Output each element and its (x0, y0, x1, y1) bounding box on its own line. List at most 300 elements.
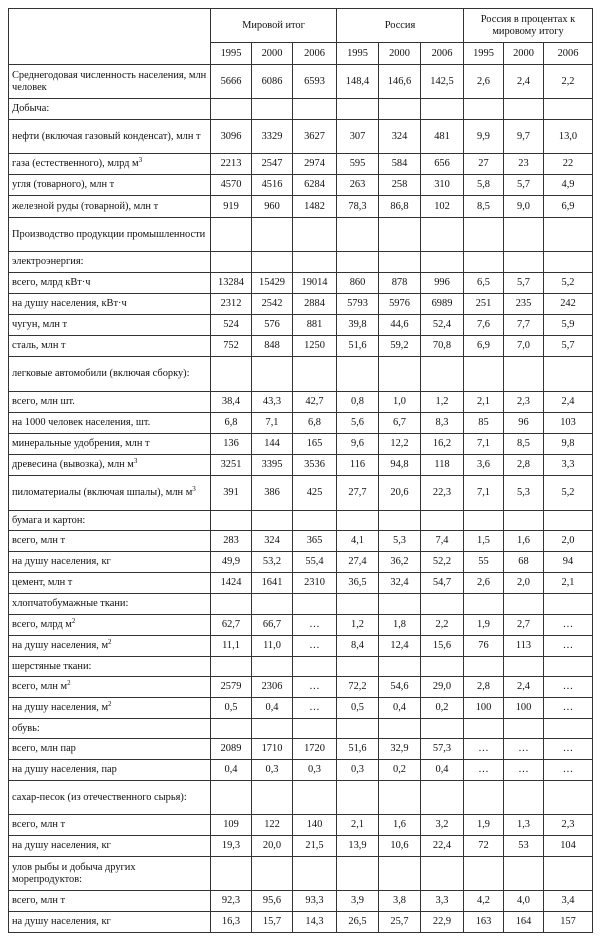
value-cell: 8,5 (464, 196, 504, 218)
value-cell: 62,7 (211, 615, 252, 636)
value-cell: 2,4 (504, 677, 544, 698)
row-label (9, 120, 211, 154)
row-label (9, 912, 211, 933)
value-cell (293, 857, 337, 891)
value-cell: 95,6 (252, 891, 293, 912)
row-label-text: электроэнергия: (12, 256, 84, 267)
row-label (9, 815, 211, 836)
value-cell: 94 (544, 552, 593, 573)
value-cell: 310 (421, 175, 464, 196)
value-cell: 27,7 (337, 476, 379, 511)
header-group-world: Мировой итог (211, 9, 337, 43)
value-cell (337, 218, 379, 252)
value-cell: 10,6 (379, 836, 421, 857)
row-label (9, 698, 211, 719)
value-cell: 391 (211, 476, 252, 511)
value-cell: 2,0 (504, 573, 544, 594)
header-year: 2000 (252, 43, 293, 65)
value-cell: 2,1 (337, 815, 379, 836)
value-cell: 235 (504, 294, 544, 315)
value-cell: 656 (421, 154, 464, 175)
header-year: 1995 (464, 43, 504, 65)
value-cell: 146,6 (379, 65, 421, 99)
value-cell: 2974 (293, 154, 337, 175)
value-cell (544, 781, 593, 815)
value-cell (379, 657, 421, 677)
row-label-text: шерстяные ткани: (12, 660, 92, 672)
value-cell (337, 99, 379, 120)
value-cell (337, 781, 379, 815)
value-cell: 59,2 (379, 336, 421, 357)
value-cell: 2,6 (464, 65, 504, 99)
value-cell: … (544, 760, 593, 781)
value-cell: 22,9 (421, 912, 464, 933)
table-row (9, 455, 593, 476)
value-cell: 100 (464, 698, 504, 719)
row-label-text: на душу населения, м (12, 702, 109, 713)
value-cell (504, 781, 544, 815)
row-label (9, 615, 211, 636)
value-cell (464, 99, 504, 120)
value-cell: 0,2 (421, 698, 464, 719)
value-cell: 7,4 (421, 531, 464, 552)
value-cell: … (293, 677, 337, 698)
row-label (9, 836, 211, 857)
value-cell (504, 857, 544, 891)
unit-superscript: 3 (133, 457, 138, 465)
value-cell: 4,9 (544, 175, 593, 196)
row-label-text: улов рыбы и добыча других морепродуктов: (12, 861, 136, 885)
value-cell (464, 218, 504, 252)
value-cell: 263 (337, 175, 379, 196)
header-year: 2006 (421, 43, 464, 65)
row-label-text: на душу населения, кг (12, 840, 111, 851)
statistics-table (8, 8, 593, 933)
value-cell: 2,6 (464, 573, 504, 594)
value-cell: … (293, 615, 337, 636)
row-label (9, 677, 211, 698)
row-label (9, 511, 211, 531)
row-label (9, 252, 211, 273)
value-cell: 109 (211, 815, 252, 836)
value-cell (421, 657, 464, 677)
value-cell (211, 99, 252, 120)
value-cell: 6284 (293, 175, 337, 196)
value-cell: 20,0 (252, 836, 293, 857)
value-cell: 3251 (211, 455, 252, 476)
value-cell (421, 357, 464, 392)
value-cell (252, 781, 293, 815)
row-label (9, 531, 211, 552)
value-cell: 5976 (379, 294, 421, 315)
row-label (9, 781, 211, 815)
value-cell: … (293, 698, 337, 719)
value-cell: 1,9 (464, 815, 504, 836)
value-cell: 8,5 (504, 434, 544, 455)
row-label-text: на 1000 человек населения, шт. (12, 417, 151, 428)
value-cell: 307 (337, 120, 379, 154)
value-cell: 53 (504, 836, 544, 857)
value-cell: 93,3 (293, 891, 337, 912)
value-cell (211, 252, 252, 273)
value-cell: 15,6 (421, 636, 464, 657)
value-cell: 13284 (211, 273, 252, 294)
value-cell: 1720 (293, 739, 337, 760)
value-cell (421, 511, 464, 531)
value-cell (379, 218, 421, 252)
value-cell (379, 511, 421, 531)
value-cell (252, 657, 293, 677)
table-body (9, 65, 593, 933)
row-label (9, 857, 211, 891)
value-cell: 0,4 (252, 698, 293, 719)
value-cell (252, 357, 293, 392)
value-cell: 5,9 (544, 315, 593, 336)
table-row (9, 912, 593, 933)
row-label (9, 891, 211, 912)
value-cell (379, 781, 421, 815)
value-cell: 0,3 (337, 760, 379, 781)
unit-superscript: 2 (108, 700, 112, 708)
value-cell (211, 857, 252, 891)
value-cell: 96 (504, 413, 544, 434)
row-label-text: всего, млн т (12, 895, 66, 906)
value-cell (252, 594, 293, 615)
table-row (9, 615, 593, 636)
value-cell: 19014 (293, 273, 337, 294)
value-cell (293, 357, 337, 392)
section-header-row (9, 657, 593, 677)
value-cell: 0,3 (252, 760, 293, 781)
value-cell: 103 (544, 413, 593, 434)
value-cell (421, 594, 464, 615)
row-label-text: цемент, млн т (12, 577, 73, 588)
value-cell: 5793 (337, 294, 379, 315)
value-cell: 996 (421, 273, 464, 294)
value-cell: 113 (504, 636, 544, 657)
value-cell (379, 719, 421, 739)
value-cell: 9,0 (504, 196, 544, 218)
value-cell: 100 (504, 698, 544, 719)
value-cell: 19,3 (211, 836, 252, 857)
value-cell: 2,0 (544, 531, 593, 552)
value-cell: 22,3 (421, 476, 464, 511)
row-label-text: Добыча: (12, 103, 50, 114)
value-cell: 365 (293, 531, 337, 552)
row-label-text: нефти (включая газовый конденсат), млн т (12, 130, 201, 142)
value-cell (504, 719, 544, 739)
value-cell: 39,8 (337, 315, 379, 336)
table-row (9, 531, 593, 552)
value-cell (421, 719, 464, 739)
value-cell: 1482 (293, 196, 337, 218)
value-cell: 5,6 (337, 413, 379, 434)
value-cell: 1,6 (504, 531, 544, 552)
value-cell: 2542 (252, 294, 293, 315)
value-cell (544, 357, 593, 392)
value-cell: 5,8 (464, 175, 504, 196)
value-cell: 5,2 (544, 476, 593, 511)
value-cell (337, 357, 379, 392)
row-label (9, 455, 211, 476)
value-cell: 2,1 (464, 392, 504, 413)
value-cell (293, 719, 337, 739)
row-label-text: всего, млн шт. (12, 396, 75, 407)
row-label (9, 434, 211, 455)
table-row (9, 552, 593, 573)
section-header-row (9, 781, 593, 815)
row-label (9, 636, 211, 657)
table-row (9, 815, 593, 836)
value-cell: 1,3 (504, 815, 544, 836)
value-cell: … (504, 760, 544, 781)
value-cell: 9,7 (504, 120, 544, 154)
value-cell: 5666 (211, 65, 252, 99)
value-cell: 5,7 (544, 336, 593, 357)
row-label-text: минеральные удобрения, млн т (12, 438, 150, 449)
value-cell: 4,2 (464, 891, 504, 912)
table-row (9, 294, 593, 315)
header-year: 2000 (504, 43, 544, 65)
table-row (9, 65, 593, 99)
unit-superscript: 2 (108, 638, 112, 646)
value-cell (293, 252, 337, 273)
value-cell (544, 252, 593, 273)
value-cell: 9,6 (337, 434, 379, 455)
table-row (9, 413, 593, 434)
section-header-row (9, 594, 593, 615)
table-row (9, 154, 593, 175)
header-group-russia-percent: Россия в процентах к мировому итогу (464, 9, 593, 43)
value-cell: 1,8 (379, 615, 421, 636)
value-cell (293, 781, 337, 815)
value-cell: 919 (211, 196, 252, 218)
value-cell: 3536 (293, 455, 337, 476)
value-cell: 4,1 (337, 531, 379, 552)
value-cell (337, 511, 379, 531)
value-cell: 1,2 (337, 615, 379, 636)
row-label-text: хлопчатобумажные ткани: (12, 598, 129, 609)
row-label-text: бумага и картон: (12, 514, 86, 526)
row-label-text: обувь: (12, 722, 40, 734)
row-label-text: всего, млн пар (12, 743, 76, 754)
value-cell: 13,0 (544, 120, 593, 154)
value-cell: 25,7 (379, 912, 421, 933)
value-cell (211, 511, 252, 531)
table-row (9, 315, 593, 336)
value-cell: 8,4 (337, 636, 379, 657)
table-row (9, 336, 593, 357)
value-cell: 3,2 (421, 815, 464, 836)
row-label (9, 573, 211, 594)
row-label-text: на душу населения, кг (12, 916, 111, 927)
value-cell: 13,9 (337, 836, 379, 857)
row-label (9, 294, 211, 315)
value-cell: 26,5 (337, 912, 379, 933)
value-cell: 881 (293, 315, 337, 336)
value-cell: 0,8 (337, 392, 379, 413)
value-cell: 0,2 (379, 760, 421, 781)
table-row (9, 392, 593, 413)
value-cell: 7,7 (504, 315, 544, 336)
value-cell: 14,3 (293, 912, 337, 933)
value-cell: 157 (544, 912, 593, 933)
value-cell (211, 657, 252, 677)
value-cell: 11,0 (252, 636, 293, 657)
value-cell: 2306 (252, 677, 293, 698)
value-cell: 5,7 (504, 175, 544, 196)
value-cell: 86,8 (379, 196, 421, 218)
row-label-text: всего, млн т (12, 819, 66, 830)
header-year: 1995 (211, 43, 252, 65)
value-cell: 3,8 (379, 891, 421, 912)
section-header-row (9, 218, 593, 252)
value-cell: 3096 (211, 120, 252, 154)
value-cell (464, 357, 504, 392)
value-cell: 9,8 (544, 434, 593, 455)
value-cell: 78,3 (337, 196, 379, 218)
value-cell: 16,2 (421, 434, 464, 455)
value-cell: 4516 (252, 175, 293, 196)
value-cell: … (504, 739, 544, 760)
value-cell: 20,6 (379, 476, 421, 511)
value-cell (211, 719, 252, 739)
value-cell (337, 657, 379, 677)
value-cell: 144 (252, 434, 293, 455)
table-row (9, 677, 593, 698)
value-cell: 2312 (211, 294, 252, 315)
value-cell: 12,2 (379, 434, 421, 455)
row-label-text: всего, млн т (12, 535, 66, 546)
row-label (9, 99, 211, 120)
value-cell: 7,1 (464, 476, 504, 511)
value-cell: 32,9 (379, 739, 421, 760)
table-header (9, 9, 593, 65)
row-label-text: всего, млн м (12, 681, 68, 692)
row-label-text: сахар-песок (из отечественного сырья): (12, 791, 187, 803)
row-label (9, 175, 211, 196)
value-cell: 860 (337, 273, 379, 294)
value-cell: 51,6 (337, 336, 379, 357)
value-cell: 752 (211, 336, 252, 357)
value-cell: 5,3 (379, 531, 421, 552)
value-cell: 242 (544, 294, 593, 315)
row-label (9, 336, 211, 357)
value-cell (379, 99, 421, 120)
row-label-text: газа (естественного), млрд м (12, 158, 139, 169)
table-row (9, 120, 593, 154)
value-cell: 85 (464, 413, 504, 434)
value-cell: 55,4 (293, 552, 337, 573)
value-cell: 6,8 (211, 413, 252, 434)
row-label (9, 657, 211, 677)
value-cell: 2,7 (504, 615, 544, 636)
value-cell: 21,5 (293, 836, 337, 857)
row-label (9, 413, 211, 434)
value-cell: 140 (293, 815, 337, 836)
row-label (9, 196, 211, 218)
row-label (9, 476, 211, 511)
value-cell: 54,7 (421, 573, 464, 594)
table-row (9, 836, 593, 857)
value-cell: 1710 (252, 739, 293, 760)
value-cell: 8,3 (421, 413, 464, 434)
value-cell (464, 719, 504, 739)
value-cell: 2,8 (504, 455, 544, 476)
row-label (9, 552, 211, 573)
value-cell (504, 594, 544, 615)
section-header-row (9, 357, 593, 392)
value-cell (421, 781, 464, 815)
value-cell (252, 857, 293, 891)
value-cell: 0,5 (337, 698, 379, 719)
value-cell: 6,8 (293, 413, 337, 434)
header-year: 1995 (337, 43, 379, 65)
value-cell: 6086 (252, 65, 293, 99)
value-cell (544, 657, 593, 677)
value-cell: 15,7 (252, 912, 293, 933)
value-cell (544, 99, 593, 120)
value-cell: … (544, 677, 593, 698)
value-cell: 16,3 (211, 912, 252, 933)
value-cell (421, 218, 464, 252)
value-cell: 9,9 (464, 120, 504, 154)
header-year: 2006 (293, 43, 337, 65)
value-cell: 163 (464, 912, 504, 933)
value-cell: 104 (544, 836, 593, 857)
value-cell: 3395 (252, 455, 293, 476)
value-cell: 2213 (211, 154, 252, 175)
value-cell: 5,7 (504, 273, 544, 294)
value-cell: 2,3 (544, 815, 593, 836)
unit-superscript: 2 (71, 617, 76, 625)
value-cell: 22 (544, 154, 593, 175)
value-cell (464, 594, 504, 615)
value-cell: 3,9 (337, 891, 379, 912)
value-cell (544, 719, 593, 739)
table-row (9, 760, 593, 781)
value-cell: 3,6 (464, 455, 504, 476)
value-cell: 4570 (211, 175, 252, 196)
value-cell (504, 657, 544, 677)
value-cell (464, 781, 504, 815)
value-cell: 72,2 (337, 677, 379, 698)
value-cell: 0,4 (211, 760, 252, 781)
value-cell: 6,5 (464, 273, 504, 294)
section-header-row (9, 99, 593, 120)
value-cell (337, 252, 379, 273)
value-cell (252, 511, 293, 531)
value-cell: 43,3 (252, 392, 293, 413)
value-cell: 595 (337, 154, 379, 175)
value-cell: 6989 (421, 294, 464, 315)
value-cell: 7,1 (464, 434, 504, 455)
row-label (9, 357, 211, 392)
table-row (9, 273, 593, 294)
value-cell: 386 (252, 476, 293, 511)
row-label (9, 218, 211, 252)
value-cell: 3,3 (544, 455, 593, 476)
value-cell: 5,2 (544, 273, 593, 294)
row-label-text: легковые автомобили (включая сборку): (12, 368, 190, 379)
value-cell (504, 218, 544, 252)
value-cell (211, 357, 252, 392)
value-cell (504, 511, 544, 531)
value-cell: 425 (293, 476, 337, 511)
value-cell: 6,9 (464, 336, 504, 357)
value-cell: 283 (211, 531, 252, 552)
value-cell: … (464, 760, 504, 781)
